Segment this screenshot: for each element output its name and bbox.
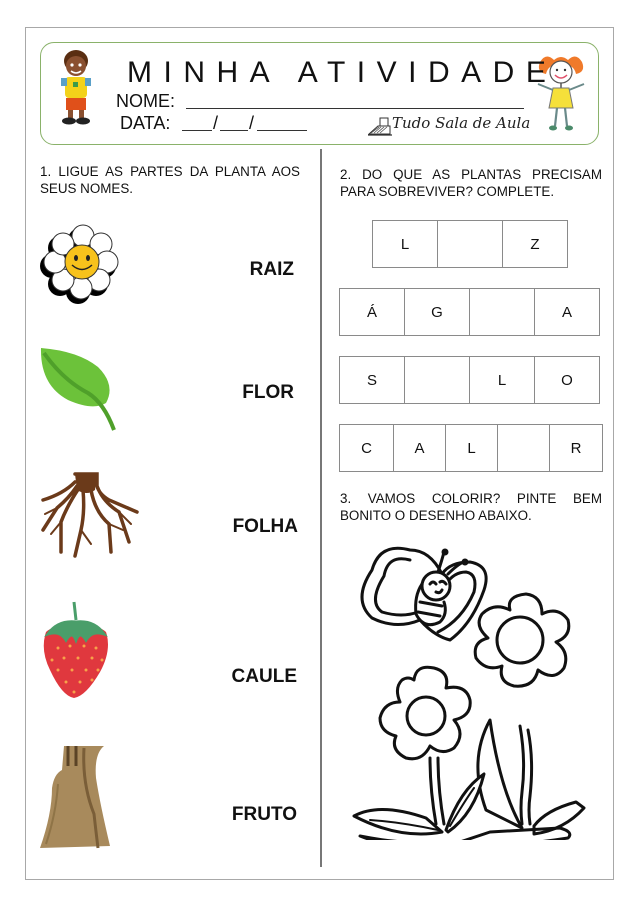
letter-cell[interactable]: L bbox=[445, 424, 498, 472]
date-month-blank[interactable] bbox=[220, 130, 248, 131]
letter-cell[interactable]: A bbox=[534, 288, 600, 336]
letter-grid-agua bbox=[339, 288, 600, 336]
name-label: NOME: bbox=[116, 91, 176, 111]
letter-grid-luz bbox=[372, 220, 568, 268]
brand-logo bbox=[368, 112, 531, 138]
butterfly-icon bbox=[362, 548, 486, 640]
left-flower-icon bbox=[354, 667, 484, 834]
coloring-drawing[interactable] bbox=[350, 540, 590, 840]
boy-character-icon bbox=[55, 48, 97, 128]
letter-cell[interactable]: L bbox=[469, 356, 535, 404]
letter-grid-solo bbox=[339, 356, 600, 404]
letter-cell[interactable]: O bbox=[534, 356, 600, 404]
letter-cell[interactable]: Z bbox=[502, 220, 568, 268]
right-flower-icon bbox=[475, 594, 584, 834]
brand-logo-text: Tudo Sala de Aula bbox=[392, 114, 531, 132]
letter-cell[interactable]: C bbox=[339, 424, 394, 472]
question-1-text: 1. LIGUE AS PARTES DA PLANTA AOS SEUS NOMES. bbox=[40, 164, 300, 196]
strawberry-icon bbox=[38, 600, 114, 700]
letter-cell-blank[interactable] bbox=[437, 220, 503, 268]
letter-cell[interactable]: A bbox=[393, 424, 446, 472]
date-day-blank[interactable] bbox=[182, 130, 212, 131]
letter-cell[interactable]: G bbox=[404, 288, 470, 336]
word-label-caule: CAULE bbox=[231, 666, 297, 687]
letter-cell[interactable]: R bbox=[549, 424, 603, 472]
letter-cell-blank[interactable] bbox=[469, 288, 535, 336]
date-year-blank[interactable] bbox=[257, 130, 307, 131]
question-2-text: 2. DO QUE AS PLANTAS PRECISAM PARA SOBREVIVER? COMPLETE. bbox=[340, 167, 602, 199]
book-icon bbox=[368, 116, 392, 136]
page-title: MINHA ATIVIDADE bbox=[127, 56, 558, 89]
flower-icon bbox=[39, 220, 123, 304]
word-label-folha: FOLHA bbox=[232, 516, 298, 537]
word-label-fruto: FRUTO bbox=[231, 804, 297, 825]
letter-cell[interactable]: S bbox=[339, 356, 405, 404]
name-field-line[interactable] bbox=[186, 108, 524, 109]
leaf-icon bbox=[38, 345, 118, 435]
column-divider bbox=[320, 149, 322, 867]
date-separator: / bbox=[249, 113, 255, 133]
letter-cell-blank[interactable] bbox=[404, 356, 470, 404]
letter-cell-blank[interactable] bbox=[497, 424, 550, 472]
letter-grid-calor bbox=[339, 424, 603, 472]
date-label: DATA: bbox=[120, 113, 171, 133]
question-3-text: 3. VAMOS COLORIR? PINTE BEM BONITO O DESENHO ABAIXO. bbox=[340, 491, 602, 523]
roots-icon bbox=[39, 472, 141, 560]
date-separator: / bbox=[213, 113, 219, 133]
trunk-icon bbox=[38, 744, 110, 850]
word-label-flor: FLOR bbox=[242, 382, 294, 403]
word-label-raiz: RAIZ bbox=[249, 259, 294, 280]
letter-cell[interactable]: Á bbox=[339, 288, 405, 336]
letter-cell[interactable]: L bbox=[372, 220, 438, 268]
